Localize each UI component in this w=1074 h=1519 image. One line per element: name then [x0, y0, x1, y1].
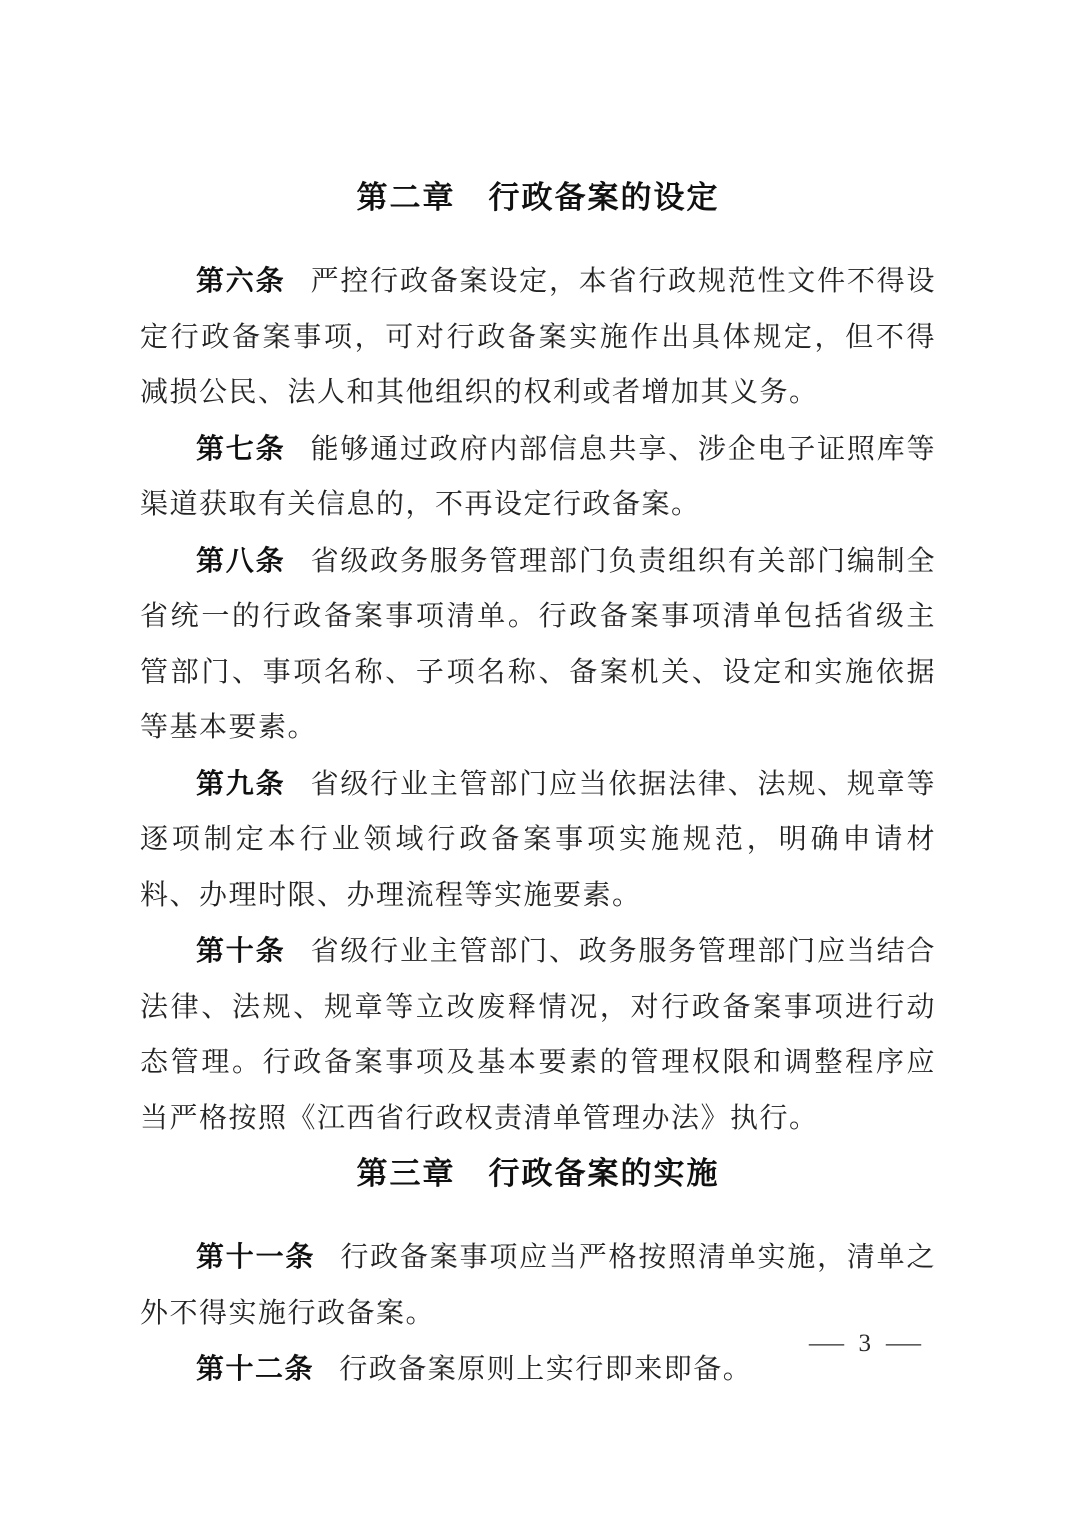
- article-11-text: 行政备案事项应当严格按照清单实施，清单之外不得实施行政备案。: [140, 1242, 936, 1329]
- article-10-label: 第十条: [196, 935, 286, 966]
- article-7-label: 第七条: [196, 432, 286, 464]
- article-7-text: 能够通过政府内部信息共享、涉企电子证照库等渠道获取有关信息的，不再设定行政备案。: [140, 433, 936, 520]
- article-11-label: 第十一条: [196, 1241, 316, 1272]
- article-9-text: 省级行业主管部门应当依据法律、法规、规章等逐项制定本行业领域行政备案事项实施规范，明确申请材料、办理时限、办理流程等实施要素。: [140, 768, 936, 911]
- article-12-label: 第十二条: [196, 1353, 315, 1384]
- article-11: [140, 1229, 936, 1341]
- chapter-3-title: 第三章 行政备案的实施: [356, 1156, 720, 1191]
- article-8: [140, 533, 936, 756]
- chapter-2-title: 第二章 行政备案的设定: [356, 180, 720, 215]
- article-9: [140, 756, 936, 924]
- page-footer: [808, 1330, 921, 1358]
- article-10: [140, 923, 936, 1146]
- chapter-3-section: [140, 1146, 936, 1398]
- article-8-label: 第八条: [196, 544, 286, 576]
- article-10-text: 省级行业主管部门、政务服务管理部门应当结合法律、法规、规章等立改废释情况，对行政备案事项进行动态管理。行政备案事项及基本要素的管理权限和调整程序应当严格按照《江西省行政权责清单管理办法》执行。: [140, 936, 936, 1134]
- article-8-text: 省级政务服务管理部门负责组织有关部门编制全省统一的行政备案事项清单。行政备案事项清单包括省级主管部门、事项名称、子项名称、备案机关、设定和实施依据等基本要素。: [140, 545, 936, 743]
- article-6-label: 第六条: [196, 265, 286, 296]
- footer-dash-right: —: [886, 1330, 921, 1357]
- footer-dash-left: —: [808, 1330, 844, 1357]
- article-6-text: 严控行政备案设定，本省行政规范性文件不得设定行政备案事项，可对行政备案实施作出具体规定，但不得减损公民、法人和其他组织的权利或者增加其义务。: [140, 266, 936, 408]
- article-6: [140, 253, 936, 421]
- article-7: [140, 421, 936, 533]
- page-number: 3: [858, 1330, 871, 1357]
- article-9-label: 第九条: [196, 767, 286, 799]
- chapter-2-section: [140, 170, 936, 1146]
- article-12-text: 行政备案原则上实行即来即备。: [339, 1354, 753, 1385]
